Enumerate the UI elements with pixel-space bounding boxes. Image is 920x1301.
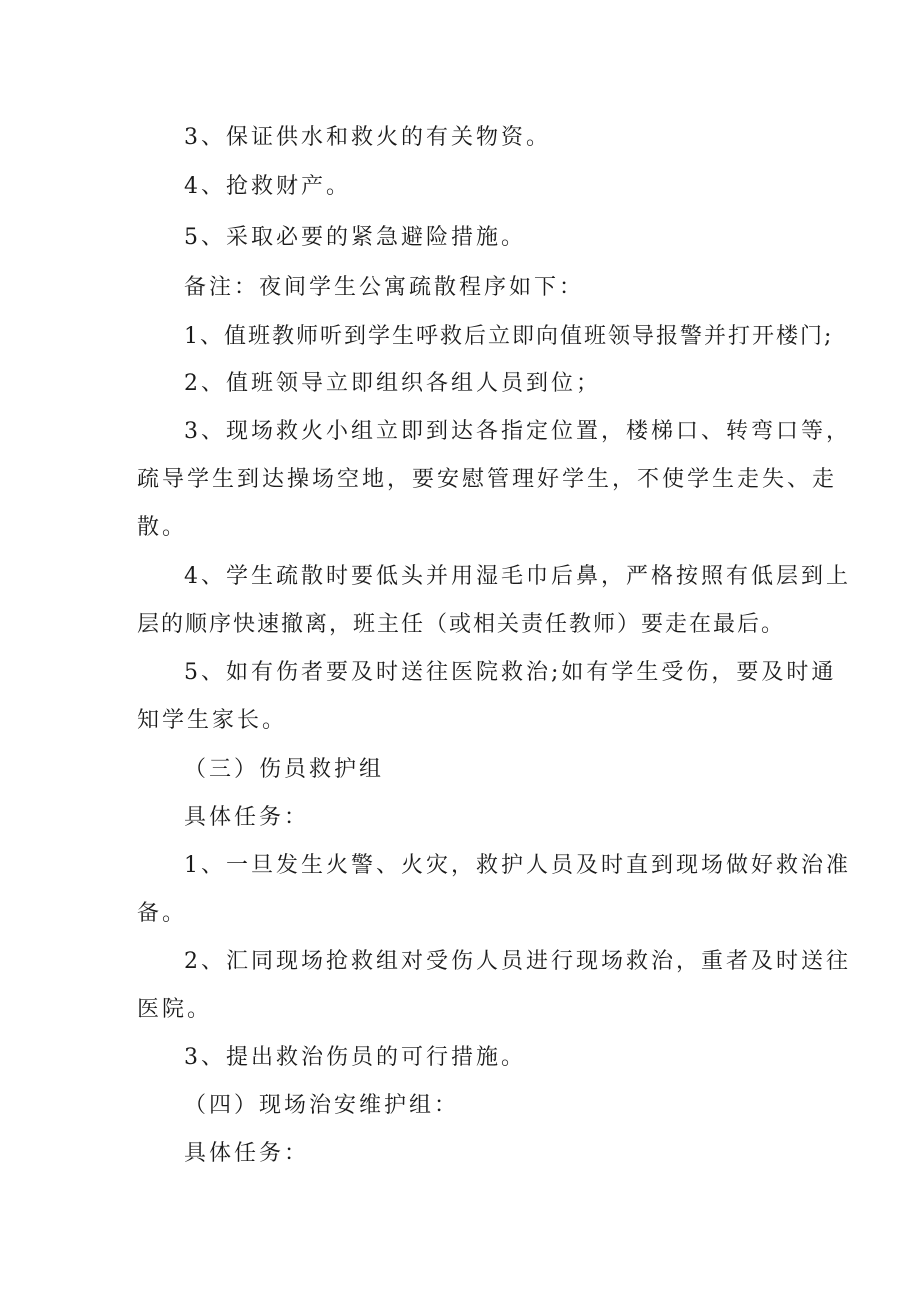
paragraph-line: 医院。 bbox=[137, 997, 213, 1022]
paragraph-line: 层的顺序快速撤离，班主任（或相关责任教师）要走在最后。 bbox=[137, 612, 786, 637]
paragraph-line: 散。 bbox=[137, 515, 188, 540]
paragraph-line: 3、现场救火小组立即到达各指定位置，楼梯口、转弯口等， bbox=[184, 419, 851, 444]
paragraph-line: 2、值班领导立即组织各组人员到位； bbox=[184, 371, 601, 396]
paragraph-line: 4、学生疏散时要低头并用湿毛巾后鼻，严格按照有低层到上 bbox=[184, 564, 851, 589]
paragraph-line: 3、提出救治伤员的可行措施。 bbox=[184, 1045, 526, 1070]
paragraph-line: 3、保证供水和救火的有关物资。 bbox=[184, 125, 551, 150]
subheading: 具体任务： bbox=[184, 1141, 310, 1166]
paragraph-line: 2、汇同现场抢救组对受伤人员进行现场救治，重者及时送往 bbox=[184, 949, 851, 974]
paragraph-line: 1、一旦发生火警、火灾，救护人员及时直到现场做好救治准 bbox=[184, 853, 851, 878]
paragraph-line: 5、如有伤者要及时送往医院救治;如有学生受伤，要及时通 bbox=[184, 660, 837, 685]
paragraph-line: 5、采取必要的紧急避险措施。 bbox=[184, 225, 526, 250]
paragraph-line: 知学生家长。 bbox=[137, 708, 288, 733]
section-heading: （三）伤员救护组 bbox=[184, 757, 385, 782]
paragraph-line: 备。 bbox=[137, 901, 188, 926]
section-heading: （四）现场治安维护组： bbox=[184, 1093, 460, 1118]
paragraph-line: 1、值班教师听到学生呼救后立即向值班领导报警并打开楼门; bbox=[184, 324, 834, 349]
subheading: 具体任务： bbox=[184, 805, 310, 830]
paragraph-line: 4、抢救财产。 bbox=[184, 174, 351, 199]
paragraph-line: 疏导学生到达操场空地，要安慰管理好学生，不使学生走失、走 bbox=[137, 467, 838, 492]
note-heading: 备注：夜间学生公寓疏散程序如下： bbox=[184, 275, 585, 300]
